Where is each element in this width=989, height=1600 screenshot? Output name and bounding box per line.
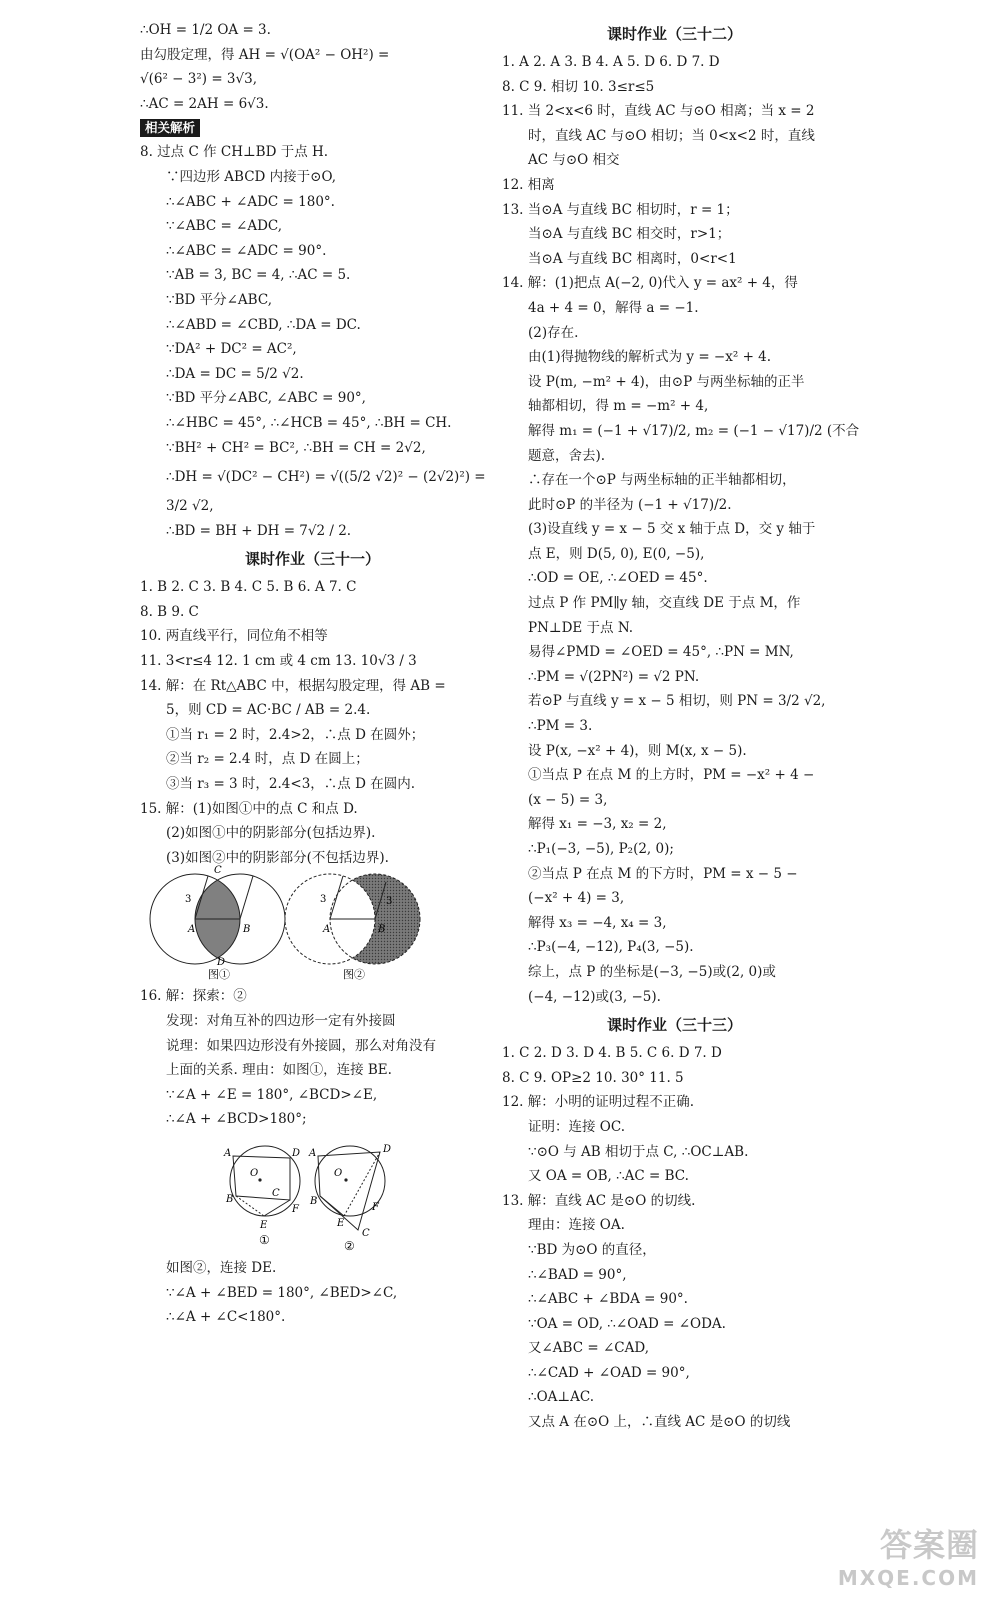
- text-line: 轴都相切，得 m = −m² + 4,: [528, 398, 709, 415]
- intersecting-circles-diagram: [140, 865, 470, 982]
- q8-line: ∵∠ABC = ∠ADC,: [166, 218, 283, 235]
- text-line: ∴OA⊥AC.: [528, 1389, 594, 1406]
- text-line: AC 与⊙O 相交: [528, 152, 620, 169]
- text-line: 1. C 2. D 3. D 4. B 5. C 6. D 7. D: [502, 1045, 722, 1062]
- text-line: 11. 当 2<x<6 时，直线 AC 与⊙O 相离；当 x = 2: [502, 103, 815, 120]
- label-o-2: O: [334, 1167, 343, 1179]
- quadrilateral-figure: [140, 1136, 485, 1254]
- text-line: 设 P(x, −x² + 4)，则 M(x, x − 5).: [528, 742, 747, 759]
- inscribed-quadrilateral-diagram: [140, 1136, 470, 1254]
- left-column: [140, 18, 485, 1330]
- point-d-label: D: [217, 957, 226, 969]
- center-dot-2: [344, 1178, 347, 1181]
- quadrilateral-1: [233, 1156, 290, 1200]
- right-column: [502, 18, 860, 1435]
- text-line: (2)存在.: [528, 324, 579, 341]
- text-line: 又∠ABC = ∠CAD,: [528, 1340, 649, 1357]
- text-line: 易得∠PMD = ∠OED = 45°, ∴PN = MN,: [528, 644, 794, 661]
- text-line: 解得 x₃ = −4, x₄ = 3,: [528, 914, 667, 931]
- s31-line: 5，则 CD = AC·BC / AB = 2.4.: [166, 702, 371, 719]
- s31-line: (3)如图②中的阴影部分(不包括边界).: [166, 849, 389, 866]
- text-line: 点 E，则 D(5, 0), E(0, −5),: [528, 545, 705, 562]
- text-line: PN⊥DE 于点 N.: [528, 619, 634, 636]
- point-b-label: B: [243, 924, 251, 936]
- label-b-1: B: [226, 1193, 234, 1205]
- section-33-body: [502, 1041, 847, 1435]
- text-line: 又点 A 在⊙O 上，∴直线 AC 是⊙O 的切线: [528, 1414, 791, 1431]
- q8-line: ∴∠ABD = ∠CBD, ∴DA = DC.: [166, 316, 361, 333]
- text-line: 1. A 2. A 3. B 4. A 5. D 6. D 7. D: [502, 54, 720, 70]
- section-title-32: 课时作业（三十二）: [606, 25, 742, 43]
- q16-line: 发现：对角互补的四边形一定有外接圆: [166, 1013, 396, 1029]
- text-line: 当⊙A 与直线 BC 相离时，0<r<1: [528, 250, 737, 267]
- circles-figure: [140, 865, 485, 982]
- text-line: ∴P₁(−3, −5), P₂(2, 0);: [528, 841, 674, 857]
- text-line: ∴PM = 3.: [528, 718, 593, 735]
- watermark-text: 答案圈: [879, 1526, 979, 1564]
- related-analysis-tag: 相关解析: [140, 119, 200, 137]
- text-line: 设 P(m, −m² + 4)，由⊙P 与两坐标轴的正半: [528, 373, 805, 390]
- text-line: 由勾股定理，得 AH = √(OA² − OH²) =: [140, 46, 390, 63]
- text-line: (−4, −12)或(3, −5).: [528, 988, 661, 1005]
- text-line: √(6² − 3²) = 3√3,: [140, 71, 257, 88]
- q8-line: ∵AB = 3, BC = 4, ∴AC = 5.: [166, 267, 351, 284]
- q16-line: 上面的关系. 理由：如图①，连接 BE.: [166, 1062, 392, 1079]
- center-dot-1: [258, 1178, 261, 1181]
- label-e-2: E: [337, 1217, 345, 1229]
- text-line: 综上，点 P 的坐标是(−3, −5)或(2, 0)或: [528, 963, 776, 980]
- text-line: 12. 相离: [502, 176, 555, 193]
- text-line: ②当点 P 在点 M 的下方时，PM = x − 5 −: [528, 865, 798, 882]
- q8-line: ∵BD 平分∠ABC, ∠ABC = 90°,: [166, 390, 366, 407]
- text-line: ∴∠ABC + ∠BDA = 90°.: [528, 1291, 688, 1308]
- label-a-2: A: [309, 1147, 317, 1159]
- q8-line: ∵四边形 ABCD 内接于⊙O,: [166, 168, 337, 185]
- radius-label-3: 3: [386, 896, 393, 908]
- text-line: ∴PM = √(2PN²) = √2 PN.: [528, 668, 700, 685]
- text-line: 若⊙P 与直线 y = x − 5 相切，则 PN = 3/2 √2,: [528, 693, 826, 710]
- figure-2-caption: 图②: [343, 968, 365, 982]
- s31-line: 14. 解：在 Rt△ABC 中，根据勾股定理，得 AB =: [140, 677, 446, 694]
- q8-line: 3/2 √2,: [166, 498, 214, 515]
- text-line: 由(1)得抛物线的解析式为 y = −x² + 4.: [528, 349, 772, 366]
- point-c-label: C: [214, 865, 222, 877]
- q16-line: 说理：如果四边形没有外接圆，那么对角没有: [166, 1037, 436, 1054]
- text-line: ∵⊙O 与 AB 相切于点 C, ∴OC⊥AB.: [528, 1143, 749, 1160]
- text-line: ①当点 P 在点 M 的上方时，PM = −x² + 4 −: [528, 767, 815, 784]
- text-line: 13. 当⊙A 与直线 BC 相切时，r = 1；: [502, 201, 739, 218]
- radius-b: [240, 876, 253, 919]
- text-line: ∴∠CAD + ∠OAD = 90°,: [528, 1364, 690, 1381]
- s31-line: 8. B 9. C: [140, 603, 199, 620]
- text-line: 时，直线 AC 与⊙O 相切；当 0<x<2 时，直线: [528, 127, 815, 144]
- label-c-1: C: [272, 1187, 280, 1199]
- figure-1-caption: 图①: [208, 968, 230, 982]
- q8-line: ∴∠ABC + ∠ADC = 180°.: [166, 193, 335, 210]
- figure-16-2-caption: ②: [344, 1238, 355, 1253]
- text-line: 题意，舍去).: [528, 447, 606, 464]
- q8-line: ∴DA = DC = 5/2 √2.: [166, 365, 304, 382]
- watermark-url: MXQE.COM: [837, 1566, 979, 1590]
- text-line: (−x² + 4) = 3,: [528, 890, 625, 907]
- section-32-body: [502, 50, 860, 1009]
- radius-label-2: 3: [320, 894, 327, 906]
- point-b-label-2: B: [378, 924, 386, 936]
- radius-label: 3: [185, 894, 192, 906]
- q8-line: 8. 过点 C 作 CH⊥BD 于点 H.: [140, 144, 329, 161]
- text-line: 此时⊙P 的半径为 (−1 + √17)/2.: [528, 496, 732, 513]
- q8-line: ∴BD = BH + DH = 7√2 / 2.: [166, 522, 352, 539]
- text-line: ∴存在一个⊙P 与两坐标轴的正半轴都相切，: [528, 472, 796, 489]
- q16-line: ∵∠A + ∠BED = 180°, ∠BED>∠C,: [166, 1284, 398, 1301]
- point-a-label: A: [188, 924, 196, 936]
- text-line: ∴OD = OE, ∴∠OED = 45°.: [528, 570, 708, 587]
- s31-line: 15. 解：(1)如图①中的点 C 和点 D.: [140, 800, 358, 817]
- text-line: ∴∠BAD = 90°,: [528, 1266, 627, 1283]
- text-line: ∴P₃(−4, −12), P₄(3, −5).: [528, 939, 694, 956]
- label-o-1: O: [250, 1167, 259, 1179]
- text-line: ∵BD 为⊙O 的直径，: [528, 1241, 656, 1258]
- text-line: 13. 解：直线 AC 是⊙O 的切线.: [502, 1192, 696, 1209]
- text-line: 解得 x₁ = −3, x₂ = 2,: [528, 816, 667, 833]
- q8-line: ∴∠HBC = 45°, ∴∠HCB = 45°, ∴BH = CH.: [166, 414, 452, 431]
- text-line: 解得 m₁ = (−1 + √17)/2, m₂ = (−1 − √17)/2 (不合: [528, 422, 860, 439]
- label-c-2: C: [362, 1227, 370, 1239]
- s31-line: (2)如图①中的阴影部分(包括边界).: [166, 825, 376, 842]
- figure-16-1-caption: ①: [259, 1232, 270, 1247]
- label-a-1: A: [224, 1147, 232, 1159]
- point-a-label-2: A: [323, 924, 331, 936]
- text-line: ∴OH = 1/2 OA = 3.: [140, 22, 271, 38]
- text-line: 证明：连接 OC.: [528, 1118, 625, 1135]
- q8-line: ∵DA² + DC² = AC²,: [166, 341, 297, 358]
- s31-line: 11. 3<r≤4 12. 1 cm 或 4 cm 13. 10√3 / 3: [140, 653, 417, 670]
- q16-line: ∴∠A + ∠BCD>180°;: [166, 1111, 307, 1128]
- text-line: ∴AC = 2AH = 6√3.: [140, 95, 269, 112]
- section-title-31: 课时作业（三十一）: [244, 550, 380, 569]
- segment-be-2: [320, 1196, 344, 1216]
- q16-line: ∴∠A + ∠C<180°.: [166, 1309, 286, 1326]
- text-line: 又 OA = OB, ∴AC = BC.: [528, 1168, 689, 1185]
- text-line: 12. 解：小明的证明过程不正确.: [502, 1094, 695, 1111]
- q8-line: ∴∠ABC = ∠ADC = 90°.: [166, 242, 327, 259]
- label-f-2: F: [372, 1201, 379, 1213]
- quadrilateral-2: [318, 1152, 380, 1230]
- label-f-1: F: [292, 1203, 299, 1215]
- text-line: 过点 P 作 PM∥y 轴，交直线 DE 于点 M，作: [528, 595, 801, 612]
- q16-line: ∵∠A + ∠E = 180°, ∠BCD>∠E,: [166, 1086, 378, 1103]
- text-line: ∵OA = OD, ∴∠OAD = ∠ODA.: [528, 1315, 726, 1332]
- s31-line: 10. 两直线平行，同位角不相等: [140, 628, 328, 645]
- s31-line: ②当 r₂ = 2.4 时，点 D 在圆上；: [166, 751, 369, 768]
- s31-line: ③当 r₃ = 3 时，2.4<3，∴点 D 在圆内.: [166, 776, 415, 793]
- label-d-2: D: [383, 1143, 392, 1155]
- s31-line: ①当 r₁ = 2 时，2.4>2，∴点 D 在圆外；: [166, 726, 425, 743]
- text-line: 理由：连接 OA.: [528, 1217, 625, 1234]
- q8-line: ∴DH = √(DC² − CH²) = √((5/2 √2)² − (2√2)²) =: [166, 469, 486, 486]
- q8-line: ∵BH² + CH² = BC², ∴BH = CH = 2√2,: [166, 439, 426, 456]
- q16-line: 16. 解：探索：②: [140, 988, 247, 1005]
- watermark-logo: [838, 1520, 979, 1590]
- s31-line: 1. B 2. C 3. B 4. C 5. B 6. A 7. C: [140, 579, 357, 596]
- text-line: 当⊙A 与直线 BC 相交时，r>1；: [528, 226, 731, 243]
- q16-line: 如图②，连接 DE.: [166, 1259, 277, 1276]
- text-line: 8. C 9. OP≥2 10. 30° 11. 5: [502, 1069, 684, 1086]
- label-e-1: E: [260, 1219, 268, 1231]
- text-line: 14. 解：(1)把点 A(−2, 0)代入 y = ax² + 4，得: [502, 275, 798, 292]
- section-title-33: 课时作业（三十三）: [606, 1016, 742, 1035]
- label-b-2: B: [310, 1195, 318, 1207]
- q8-line: ∵BD 平分∠ABC,: [166, 291, 272, 308]
- text-line: (x − 5) = 3,: [528, 791, 608, 808]
- label-d-1: D: [292, 1147, 301, 1159]
- text-line: (3)设直线 y = x − 5 交 x 轴于点 D，交 y 轴于: [528, 521, 816, 538]
- text-line: 8. C 9. 相切 10. 3≤r≤5: [502, 78, 655, 95]
- text-line: 4a + 4 = 0，解得 a = −1.: [528, 299, 699, 316]
